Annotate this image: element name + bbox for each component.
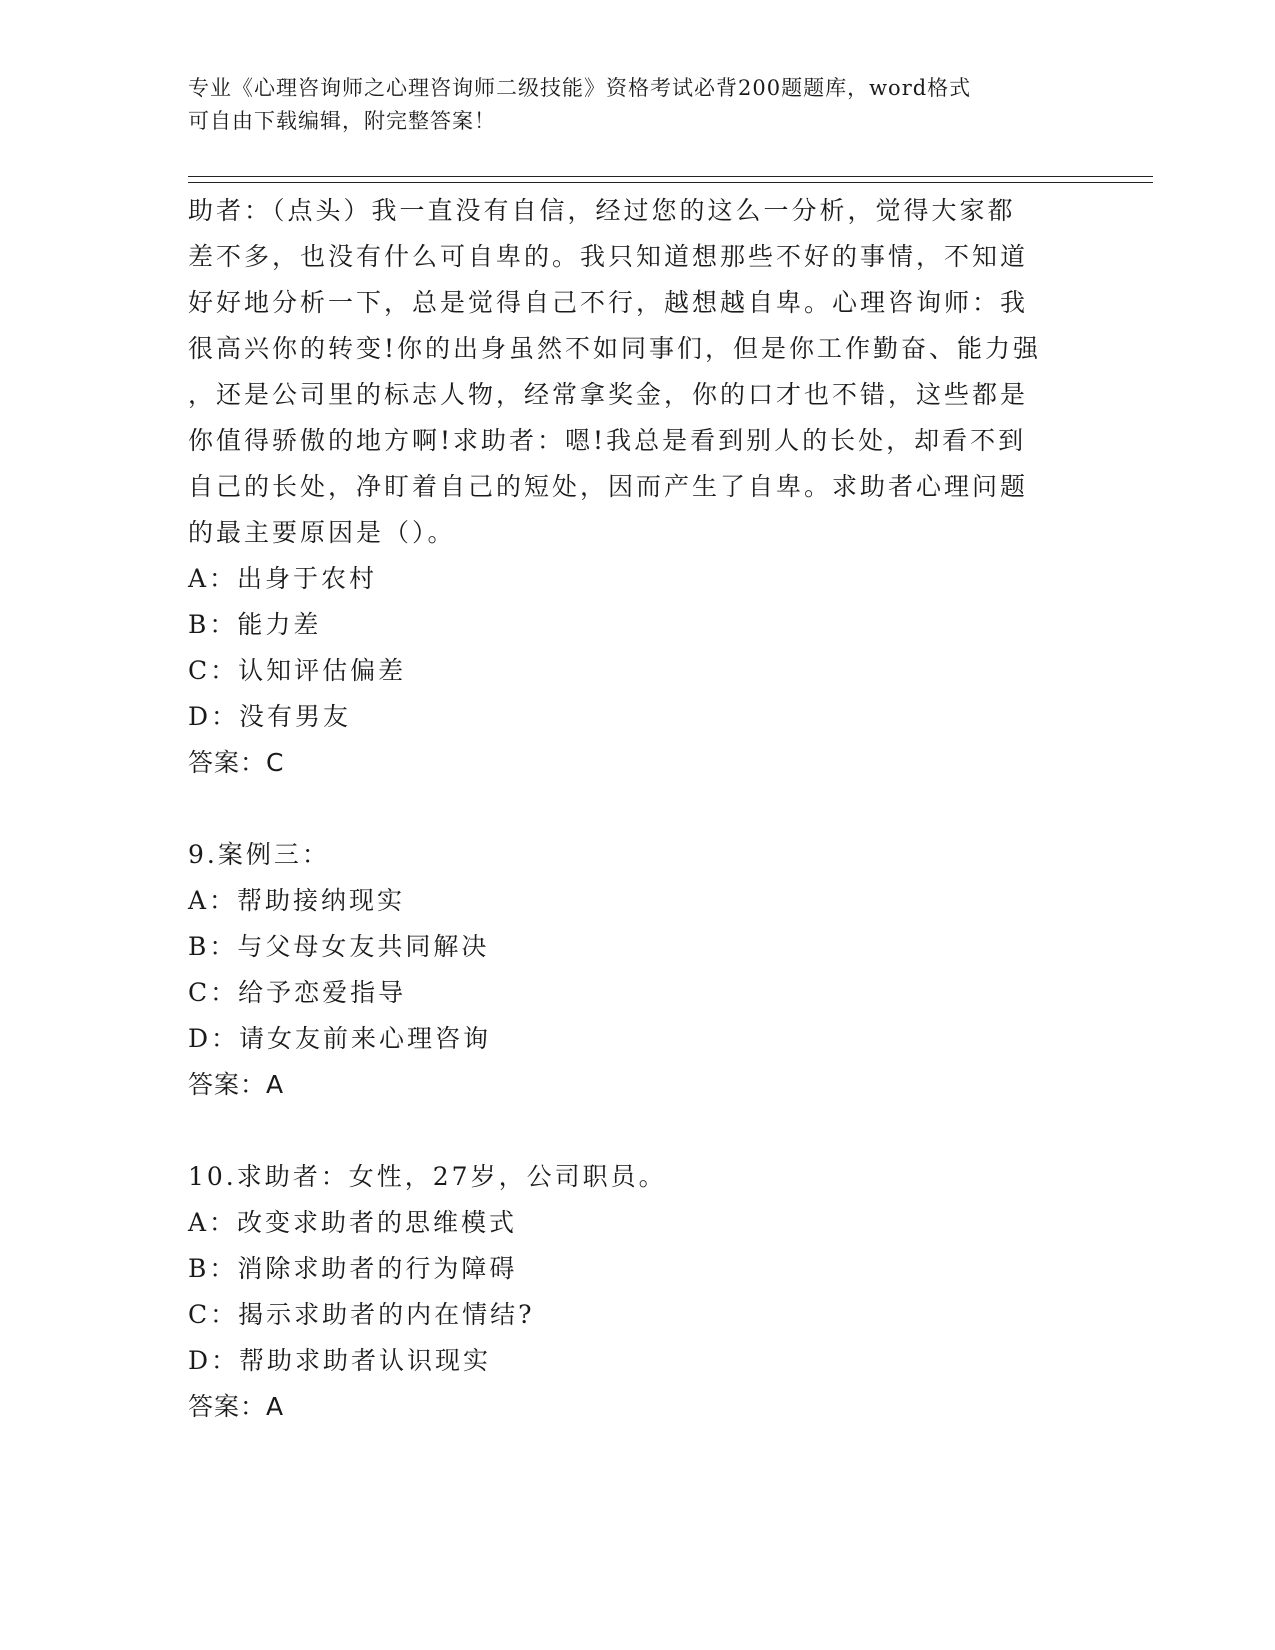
question-8-stem-line-1: 助者：（点头）我一直没有自信，经过您的这么一分析，觉得大家都 xyxy=(188,196,1016,225)
document-header xyxy=(188,72,1068,138)
question-8-stem-line-4: 很高兴你的转变!你的出身虽然不如同事们，但是你工作勤奋、能力强 xyxy=(188,334,1042,363)
question-10-option-d: D：帮助求助者认识现实 xyxy=(188,1346,492,1375)
document-body xyxy=(188,188,1088,1430)
question-10-stem: 10.求助者：女性，27岁，公司职员。 xyxy=(188,1162,667,1191)
question-9-stem: 9.案例三： xyxy=(188,840,330,869)
question-9-option-a: A：帮助接纳现实 xyxy=(188,886,406,915)
question-8-option-a: A：出身于农村 xyxy=(188,564,378,593)
question-8-option-b: B：能力差 xyxy=(188,610,322,639)
header-rule-bottom xyxy=(188,182,1153,183)
header-line-2: 可自由下载编辑，附完整答案！ xyxy=(188,109,496,133)
question-8-option-c: C：认知评估偏差 xyxy=(188,656,407,685)
question-8-stem-line-5: ，还是公司里的标志人物，经常拿奖金，你的口才也不错，这些都是 xyxy=(188,380,1029,409)
question-10 xyxy=(188,1154,1088,1430)
question-8-stem-line-6: 你值得骄傲的地方啊!求助者：嗯!我总是看到别人的长处，却看不到 xyxy=(188,426,1027,455)
question-8-option-d: D：没有男友 xyxy=(188,702,352,731)
question-9-answer: 答案：A xyxy=(188,1070,285,1099)
question-9-option-d: D：请女友前来心理咨询 xyxy=(188,1024,492,1053)
question-8-stem-line-7: 自己的长处，净盯着自己的短处，因而产生了自卑。求助者心理问题 xyxy=(188,472,1029,501)
spacer xyxy=(188,786,1088,832)
question-10-answer: 答案：A xyxy=(188,1392,285,1421)
question-8-stem-line-2: 差不多，也没有什么可自卑的。我只知道想那些不好的事情，不知道 xyxy=(188,242,1029,271)
question-10-option-c: C：揭示求助者的内在情结? xyxy=(188,1300,535,1329)
question-8-answer: 答案：C xyxy=(188,748,285,777)
question-10-option-b: B：消除求助者的行为障碍 xyxy=(188,1254,518,1283)
question-9-option-c: C：给予恋爱指导 xyxy=(188,978,407,1007)
header-rule-top xyxy=(188,176,1153,177)
question-8-stem-line-8: 的最主要原因是（）。 xyxy=(188,518,456,547)
question-8 xyxy=(188,188,1088,786)
question-8-stem-line-3: 好好地分析一下，总是觉得自己不行，越想越自卑。心理咨询师：我 xyxy=(188,288,1029,317)
question-9-option-b: B：与父母女友共同解决 xyxy=(188,932,490,961)
header-line-1: 专业《心理咨询师之心理咨询师二级技能》资格考试必背200题题库，word格式 xyxy=(188,76,972,100)
question-9 xyxy=(188,832,1088,1108)
spacer xyxy=(188,1108,1088,1154)
question-10-option-a: A：改变求助者的思维模式 xyxy=(188,1208,518,1237)
